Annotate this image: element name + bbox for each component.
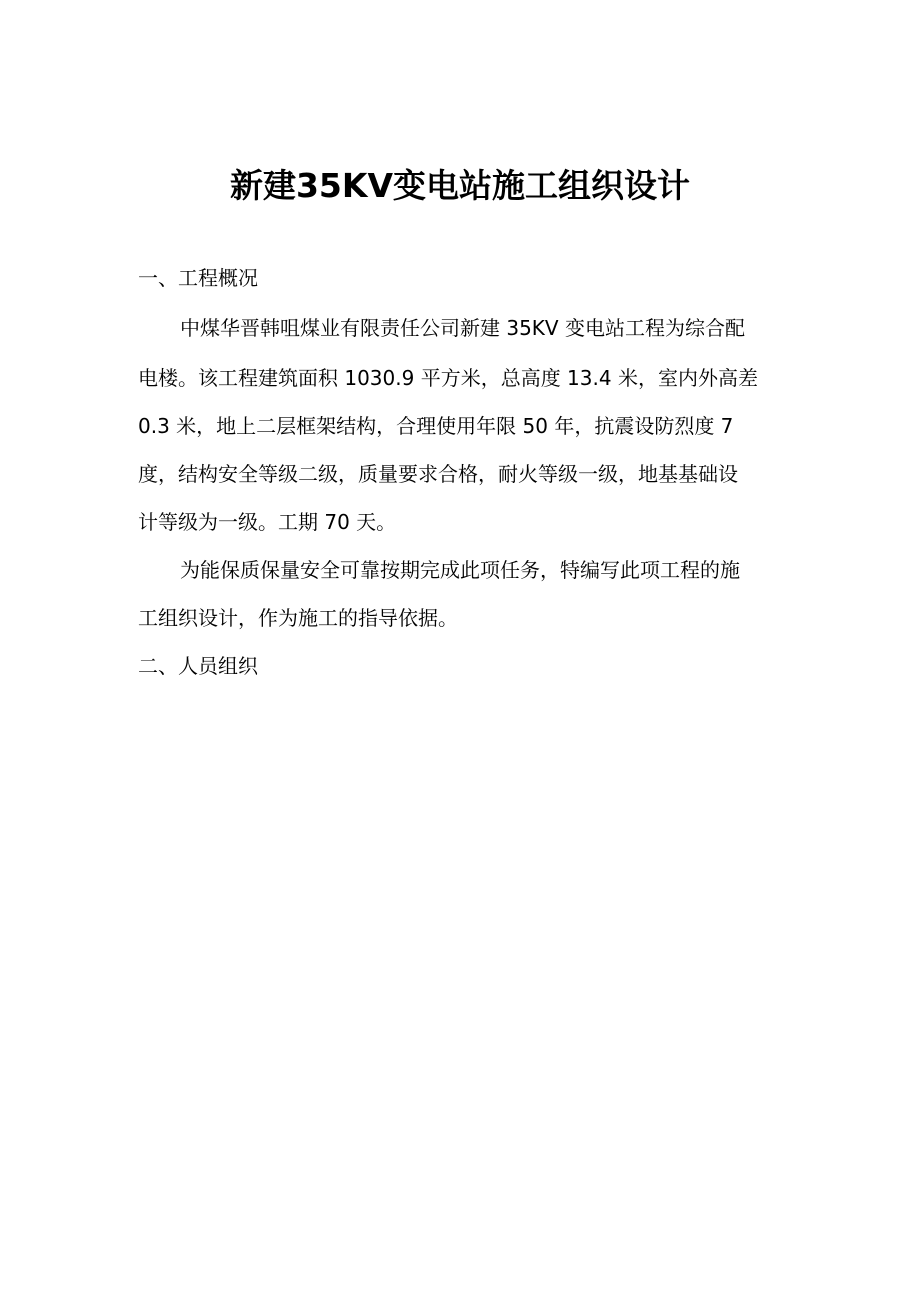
paragraph-line: 计等级为一级。工期 70 天。 [138, 510, 397, 534]
paragraph-line: 中煤华晋韩咀煤业有限责任公司新建 35KV 变电站工程为综合配 [180, 316, 745, 340]
paragraph-line: 工组织设计，作为施工的指导依据。 [138, 606, 458, 630]
document-title: 新建35KV变电站施工组织设计 [229, 166, 691, 205]
paragraph-line: 为能保质保量安全可靠按期完成此项任务，特编写此项工程的施 [180, 558, 740, 582]
paragraph-line: 0.3 米，地上二层框架结构，合理使用年限 50 年，抗震设防烈度 7 [138, 414, 734, 438]
paragraph-line: 电楼。该工程建筑面积 1030.9 平方米，总高度 13.4 米，室内外高差 [138, 366, 758, 390]
paragraph-line: 度，结构安全等级二级，质量要求合格，耐火等级一级，地基基础设 [138, 462, 738, 486]
section-heading: 二、人员组织 [138, 654, 258, 678]
section-heading: 一、工程概况 [138, 266, 258, 290]
